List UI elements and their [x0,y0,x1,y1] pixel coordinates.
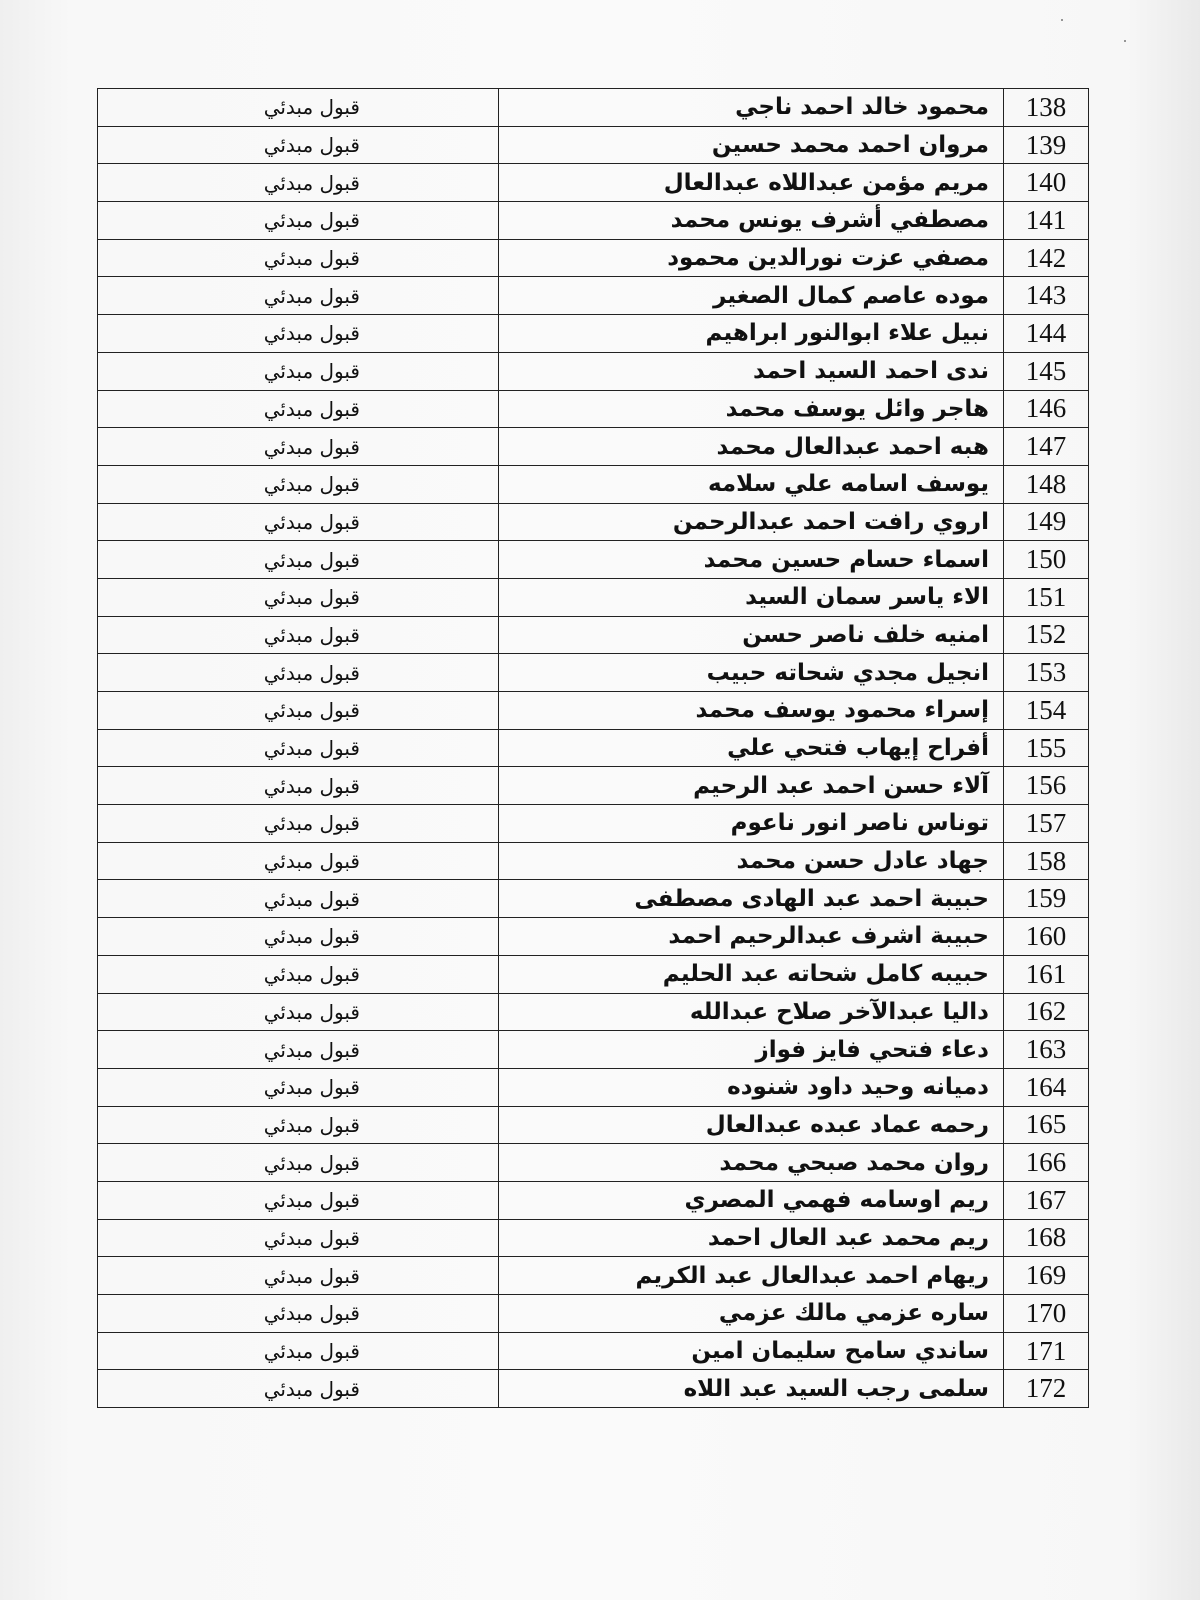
row-number: 171 [1004,1332,1089,1370]
admission-status: قبول مبدئي [98,164,499,202]
table-row [98,202,1089,240]
table-row [98,918,1089,956]
student-name: توناس ناصر انور ناعوم [499,805,1004,843]
table-row [98,1370,1089,1408]
admission-status: قبول مبدئي [98,729,499,767]
admission-status: قبول مبدئي [98,578,499,616]
student-name: امنيه خلف ناصر حسن [499,616,1004,654]
student-name: نبيل علاء ابوالنور ابراهيم [499,315,1004,353]
admission-status: قبول مبدئي [98,89,499,127]
admission-status: قبول مبدئي [98,277,499,315]
student-name: آلاء حسن احمد عبد الرحيم [499,767,1004,805]
admission-status: قبول مبدئي [98,1031,499,1069]
table-row [98,880,1089,918]
student-name: الاء ياسر سمان السيد [499,578,1004,616]
student-name: اروي رافت احمد عبدالرحمن [499,503,1004,541]
table-row [98,164,1089,202]
row-number: 159 [1004,880,1089,918]
student-name: إسراء محمود يوسف محمد [499,692,1004,730]
table-row [98,1068,1089,1106]
student-name: دميانه وحيد داود شنوده [499,1068,1004,1106]
table-row [98,126,1089,164]
table-row [98,1106,1089,1144]
table-row [98,1144,1089,1182]
table-row [98,692,1089,730]
admission-status: قبول مبدئي [98,352,499,390]
row-number: 146 [1004,390,1089,428]
row-number: 162 [1004,993,1089,1031]
admission-status: قبول مبدئي [98,918,499,956]
table-row [98,89,1089,127]
row-number: 172 [1004,1370,1089,1408]
row-number: 165 [1004,1106,1089,1144]
row-number: 167 [1004,1181,1089,1219]
student-name: حبيبة اشرف عبدالرحيم احمد [499,918,1004,956]
roster-table [97,88,1089,1408]
table-row [98,465,1089,503]
row-number: 156 [1004,767,1089,805]
student-name: يوسف اسامه علي سلامه [499,465,1004,503]
admission-status: قبول مبدئي [98,465,499,503]
admission-status: قبول مبدئي [98,239,499,277]
table-row [98,1295,1089,1333]
student-name: هاجر وائل يوسف محمد [499,390,1004,428]
row-number: 141 [1004,202,1089,240]
student-name: محمود خالد احمد ناجي [499,89,1004,127]
row-number: 151 [1004,578,1089,616]
admission-status: قبول مبدئي [98,1106,499,1144]
table-row [98,842,1089,880]
admission-status: قبول مبدئي [98,126,499,164]
admission-status: قبول مبدئي [98,767,499,805]
admission-status: قبول مبدئي [98,541,499,579]
row-number: 143 [1004,277,1089,315]
row-number: 155 [1004,729,1089,767]
table-row [98,503,1089,541]
row-number: 147 [1004,428,1089,466]
table-row [98,767,1089,805]
table-row [98,352,1089,390]
admission-status: قبول مبدئي [98,842,499,880]
student-name: داليا عبدالآخر صلاح عبدالله [499,993,1004,1031]
admission-status: قبول مبدئي [98,805,499,843]
row-number: 138 [1004,89,1089,127]
student-name: موده عاصم كمال الصغير [499,277,1004,315]
row-number: 168 [1004,1219,1089,1257]
row-number: 139 [1004,126,1089,164]
student-name: سلمى رجب السيد عبد اللاه [499,1370,1004,1408]
row-number: 145 [1004,352,1089,390]
student-name: روان محمد صبحي محمد [499,1144,1004,1182]
student-name: ساندي سامح سليمان امين [499,1332,1004,1370]
table-row [98,428,1089,466]
table-row [98,315,1089,353]
table-row [98,729,1089,767]
table-row [98,1031,1089,1069]
table-row [98,993,1089,1031]
student-name: حبيبه كامل شحاته عبد الحليم [499,955,1004,993]
admission-status: قبول مبدئي [98,1144,499,1182]
admission-status: قبول مبدئي [98,880,499,918]
student-name: حبيبة احمد عبد الهادى مصطفى [499,880,1004,918]
student-name: ريم اوسامه فهمي المصري [499,1181,1004,1219]
admission-status: قبول مبدئي [98,503,499,541]
student-name: هبه احمد عبدالعال محمد [499,428,1004,466]
row-number: 152 [1004,616,1089,654]
student-name: مصطفي أشرف يونس محمد [499,202,1004,240]
student-name: دعاء فتحي فايز فواز [499,1031,1004,1069]
row-number: 166 [1004,1144,1089,1182]
row-number: 163 [1004,1031,1089,1069]
paper-speck [1061,19,1063,21]
row-number: 160 [1004,918,1089,956]
table-row [98,955,1089,993]
row-number: 148 [1004,465,1089,503]
admission-status: قبول مبدئي [98,616,499,654]
admission-status: قبول مبدئي [98,654,499,692]
table-row [98,1181,1089,1219]
table-row [98,654,1089,692]
admission-status: قبول مبدئي [98,1332,499,1370]
admission-status: قبول مبدئي [98,428,499,466]
student-name: مروان احمد محمد حسين [499,126,1004,164]
row-number: 157 [1004,805,1089,843]
row-number: 150 [1004,541,1089,579]
row-number: 149 [1004,503,1089,541]
table-row [98,616,1089,654]
paper-speck [1124,40,1126,42]
student-name: جهاد عادل حسن محمد [499,842,1004,880]
admission-status: قبول مبدئي [98,1257,499,1295]
student-name: ساره عزمي مالك عزمي [499,1295,1004,1333]
row-number: 169 [1004,1257,1089,1295]
student-name: مريم مؤمن عبداللاه عبدالعال [499,164,1004,202]
admission-status: قبول مبدئي [98,1370,499,1408]
table-row [98,578,1089,616]
row-number: 142 [1004,239,1089,277]
row-number: 158 [1004,842,1089,880]
table-row [98,239,1089,277]
row-number: 164 [1004,1068,1089,1106]
student-name: انجيل مجدي شحاته حبيب [499,654,1004,692]
admission-status: قبول مبدئي [98,1181,499,1219]
student-name: رحمه عماد عبده عبدالعال [499,1106,1004,1144]
table-row [98,1257,1089,1295]
table-row [98,277,1089,315]
admission-status: قبول مبدئي [98,1068,499,1106]
admission-status: قبول مبدئي [98,1219,499,1257]
roster-table-body [98,89,1089,1408]
admission-status: قبول مبدئي [98,1295,499,1333]
admission-status: قبول مبدئي [98,993,499,1031]
student-name: أفراح إيهاب فتحي علي [499,729,1004,767]
table-row [98,805,1089,843]
student-name: مصفي عزت نورالدين محمود [499,239,1004,277]
admission-status: قبول مبدئي [98,315,499,353]
admission-status: قبول مبدئي [98,390,499,428]
row-number: 154 [1004,692,1089,730]
student-name: اسماء حسام حسين محمد [499,541,1004,579]
student-name: ندى احمد السيد احمد [499,352,1004,390]
student-name: ريهام احمد عبدالعال عبد الكريم [499,1257,1004,1295]
admission-status: قبول مبدئي [98,692,499,730]
table-row [98,541,1089,579]
table-row [98,1332,1089,1370]
row-number: 170 [1004,1295,1089,1333]
table-row [98,390,1089,428]
row-number: 161 [1004,955,1089,993]
row-number: 153 [1004,654,1089,692]
row-number: 140 [1004,164,1089,202]
row-number: 144 [1004,315,1089,353]
admission-status: قبول مبدئي [98,955,499,993]
table-row [98,1219,1089,1257]
admission-status: قبول مبدئي [98,202,499,240]
student-name: ريم محمد عبد العال احمد [499,1219,1004,1257]
